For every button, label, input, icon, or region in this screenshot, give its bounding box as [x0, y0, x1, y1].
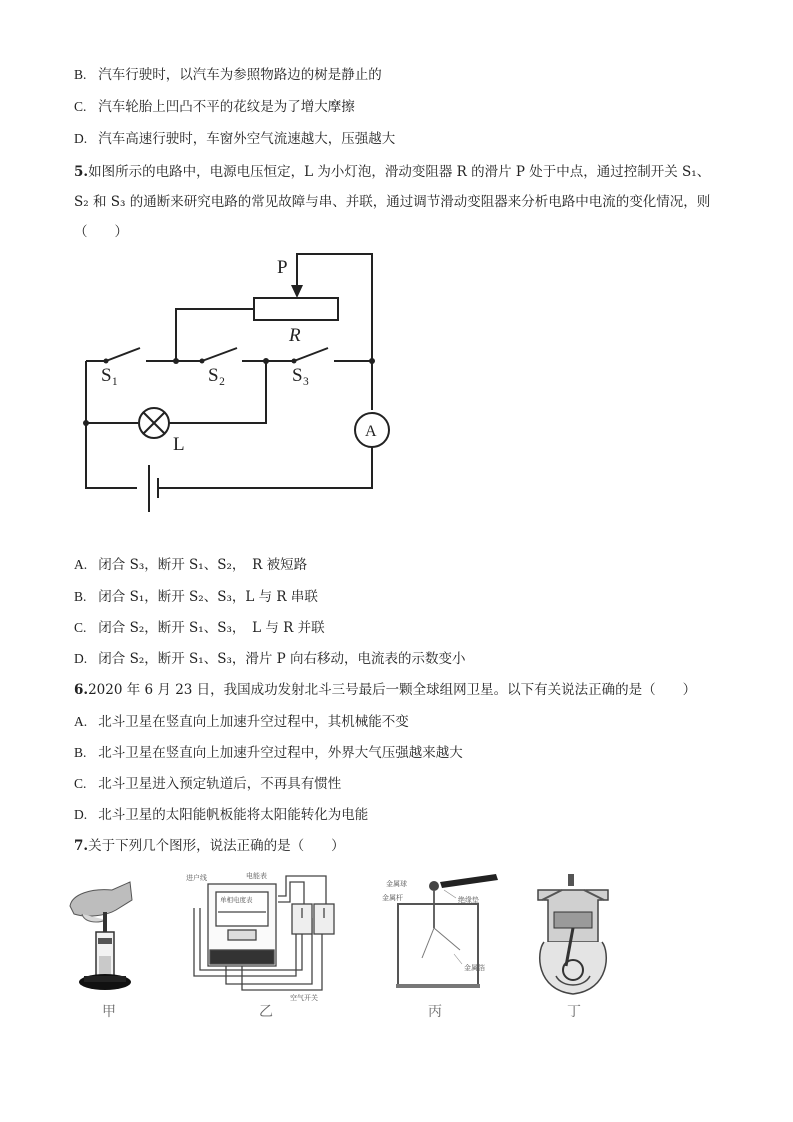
rheostat-left-wire: [176, 309, 254, 361]
label-r: R: [289, 325, 301, 346]
option-letter: B.: [74, 745, 87, 760]
option-letter: B.: [74, 589, 87, 604]
figure-yi: [186, 866, 346, 1001]
label-ball: 金属球: [386, 880, 407, 888]
stem-text: S₂ 和 S₃ 的通断来研究电路的常见故障与串、并联，通过调节滑动变阻器来分析电路中电流的变化情况，则: [74, 194, 711, 210]
switch-s3: [294, 348, 328, 361]
slider-arrowhead: [291, 285, 303, 298]
answer-bracket: （ ）: [74, 224, 128, 240]
switch-s2: [202, 348, 237, 361]
option-letter: B.: [74, 67, 87, 82]
label-p: P: [277, 257, 288, 278]
q7-stem: [74, 837, 345, 855]
q6-option-a: [74, 713, 409, 731]
caption-yi: 乙: [259, 1004, 273, 1020]
option-text: 北斗卫星在竖直向上加速升空过程中，其机械能不变: [98, 714, 409, 730]
option-text: 汽车行驶时，以汽车为参照物路边的树是静止的: [98, 67, 382, 83]
junction-dot: [369, 358, 375, 364]
q4-option-b: [74, 66, 382, 84]
q6-option-b: [74, 744, 463, 762]
option-text: 闭合 S₃，断开 S₁、S₂， R 被短路: [98, 557, 308, 573]
q5-option-d: [74, 650, 466, 668]
option-text: 汽车高速行驶时，车窗外空气流速越大，压强越大: [98, 131, 396, 147]
question-number: 6.: [74, 682, 89, 698]
q4-option-d: [74, 130, 395, 148]
piston: [554, 912, 592, 928]
q5-stem-line1: [74, 163, 710, 181]
label-s1: S₁: [101, 365, 119, 386]
label-insulator: 绝缘垫: [458, 896, 479, 904]
junction-dot: [173, 358, 179, 364]
figure-jia: [62, 876, 152, 1001]
metal-foil: [422, 928, 434, 958]
figure-bing: [378, 868, 508, 1001]
figure-ding: [528, 872, 618, 1001]
label-s3: S₃: [292, 365, 310, 386]
label-in-line: 进户线: [186, 874, 207, 882]
option-letter: A.: [74, 557, 88, 572]
junction-dot: [83, 420, 89, 426]
option-text: 北斗卫星进入预定轨道后，不再具有惯性: [98, 776, 342, 792]
caption-jia: 甲: [102, 1004, 116, 1020]
question-number: 7.: [74, 838, 89, 854]
q6-stem: [74, 681, 696, 699]
option-letter: D.: [74, 807, 88, 822]
metal-ball: [429, 881, 439, 891]
option-text: 汽车轮胎上凹凸不平的花纹是为了增大摩擦: [98, 99, 355, 115]
caption-bing: 丙: [428, 1004, 442, 1020]
junction-dot: [263, 358, 269, 364]
stem-text: 2020 年 6 月 23 日，我国成功发射北斗三号最后一颗全球组网卫星。以下有关说法正确的是（ ）: [88, 682, 697, 698]
label-l: L: [173, 434, 185, 455]
stem-text: 如图所示的电路中，电源电压恒定，L 为小灯泡，滑动变阻器 R 的滑片 P 处于中点，通过控制开关 S₁、: [88, 164, 711, 180]
label-rod: 金属杆: [382, 894, 403, 902]
q5-option-a: [74, 556, 307, 574]
q6-option-d: [74, 806, 368, 824]
label-foil: 金属箔: [464, 964, 485, 972]
charged-rod: [440, 874, 498, 888]
label-air-switch: 空气开关: [290, 994, 318, 1001]
option-letter: D.: [74, 131, 88, 146]
circuit-diagram: [70, 245, 390, 520]
option-text: 闭合 S₂，断开 S₁、S₃， L 与 R 并联: [98, 620, 325, 636]
label-s2: S₂: [208, 365, 226, 386]
option-text: 闭合 S₂，断开 S₁、S₃，滑片 P 向右移动，电流表的示数变小: [98, 651, 466, 667]
rheostat-r: [254, 298, 338, 320]
q6-option-c: [74, 775, 341, 793]
stem-text: 关于下列几个图形，说法正确的是（ ）: [88, 838, 345, 854]
q5-stem-line3: [74, 223, 128, 241]
caption-ding: 丁: [567, 1004, 581, 1020]
option-letter: D.: [74, 651, 88, 666]
option-letter: A.: [74, 714, 88, 729]
label-a: A: [365, 423, 377, 440]
option-text: 北斗卫星的太阳能帆板能将太阳能转化为电能: [98, 807, 369, 823]
option-letter: C.: [74, 776, 87, 791]
option-letter: C.: [74, 99, 87, 114]
switch-s1: [106, 348, 140, 361]
option-text: 北斗卫星在竖直向上加速升空过程中，外界大气压强越来越大: [98, 745, 463, 761]
q5-stem-line2: [74, 193, 710, 211]
q4-option-c: [74, 98, 355, 116]
q5-option-b: [74, 588, 318, 606]
label-meter: 电能表: [246, 872, 267, 880]
q5-option-c: [74, 619, 325, 637]
option-text: 闭合 S₁，断开 S₂、S₃，L 与 R 串联: [98, 589, 318, 605]
question-number: 5.: [74, 164, 89, 180]
option-letter: C.: [74, 620, 87, 635]
label-meter-title: 单相电度表: [220, 897, 253, 904]
